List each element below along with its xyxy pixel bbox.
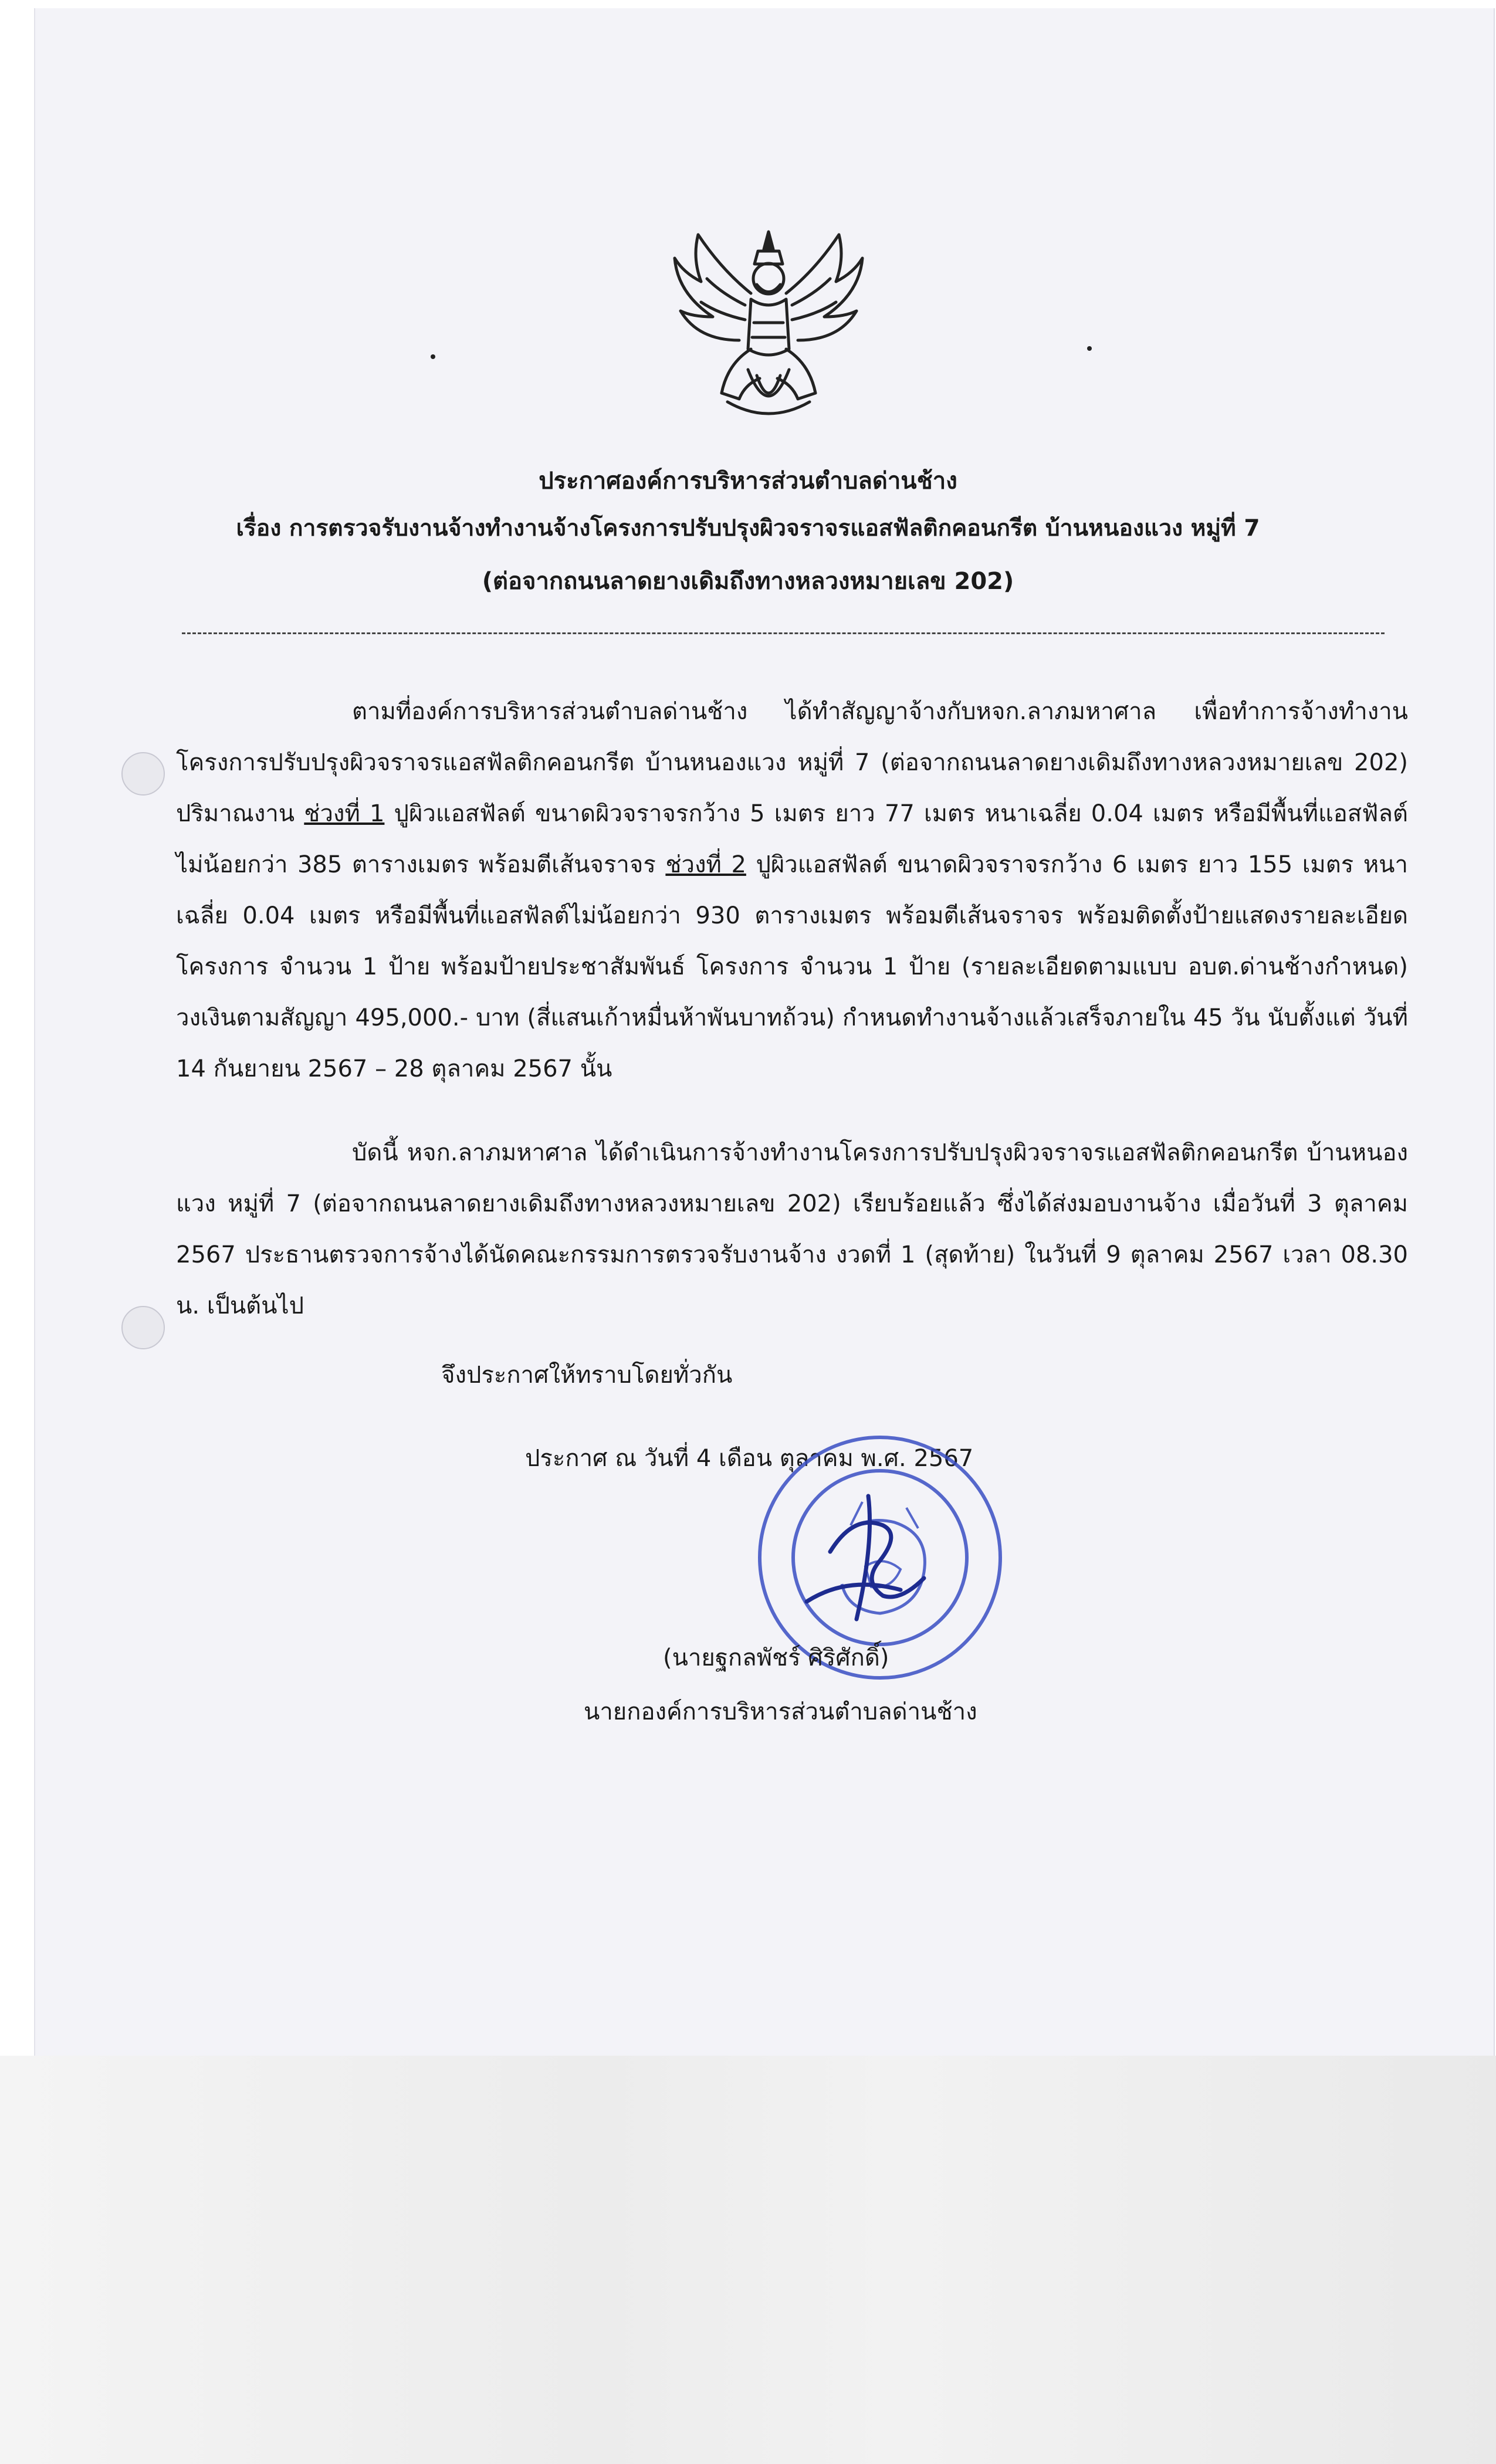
- p1-section-2-label: ช่วงที่ 2: [665, 851, 746, 878]
- announcement-date: ประกาศ ณ วันที่ 4 เดือน ตุลาคม พ.ศ. 2567: [525, 1445, 974, 1472]
- p2-text: บัดนี้ หจก.ลาภมหาศาล ได้ดำเนินการจ้างทำงานโครงการปรับปรุงผิวจราจรแอสฟัลติกคอนกรีต บ้านหนองแวง หมู่ที่ 7 (ต่อจากถนนลาดยางเดิมถึงทางหลวงหมายเลข 202) เรียบร้อยแล้ว ซึ่งได้ส่งมอบงานจ้าง เมื่อวันที่ 3 ตุลาคม 2567 ประธานตรวจการจ้างได้นัดคณะกรรมการตรวจรับงานจ้าง งวดที่ 1 (สุดท้าย) ในวันที่ 9 ตุลาคม 2567 เวลา 08.30 น. เป็นต้นไป: [176, 1139, 1408, 1319]
- p1-section-1-label: ช่วงที่ 1: [304, 800, 385, 827]
- closing-statement: จึงประกาศให้ทราบโดยทั่วกัน: [441, 1362, 733, 1389]
- p1-text-a: ตามที่องค์การบริหารส่วนตำบลด่านช้าง ได้ทำสัญญาจ้างกับหจก.ลาภมหาศาล เพื่อทำการจ้างทำงาน โครงการปรับปรุงผิวจราจรแอสฟัลติกคอนกรีต บ้านหนองแวง หมู่ที่ 7 (ต่อจากถนนลาดยางเดิมถึงทางหลวงหมายเลข 202) ปริมาณงาน: [176, 698, 1408, 827]
- scan-dot-right: [1087, 346, 1092, 351]
- punch-hole-top: [121, 752, 165, 796]
- p1-text-b: ปูผิวแอสฟัลต์ ขนาดผิวจราจรกว้าง 5 เมตร ยาว 77 เมตร หนาเฉลี่ย 0.04 เมตร หรือมีพื้นที่แอสฟัลต์ไม่น้อยกว่า 385 ตารางเมตร พร้อมตีเส้นจราจร: [176, 800, 1408, 878]
- scan-dot-left: [431, 354, 435, 359]
- punch-hole-bottom: [121, 1306, 165, 1349]
- garuda-emblem: [657, 223, 880, 428]
- p1-text-c: ปูผิวแอสฟัลต์ ขนาดผิวจราจรกว้าง 6 เมตร ยาว 155 เมตร หนาเฉลี่ย 0.04 เมตร หรือมีพื้นที่แอสฟัลต์ไม่น้อยกว่า 930 ตารางเมตร พร้อมตีเส้นจราจร พร้อมติดตั้งป้ายแสดงรายละเอียดโครงการ จำนวน 1 ป้าย พร้อมป้ายประชาสัมพันธ์ โครงการ จำนวน 1 ป้าย (รายละเอียดตามแบบ อบต.ด่านช้างกำหนด) วงเงินตามสัญญา 495,000.- บาท (สี่แสนเก้าหมื่นห้าพันบาทถ้วน) กำหนดทำงานจ้างแล้วเสร็จภายใน 45 วัน นับตั้งแต่ วันที่ 14 กันยายน 2567 – 28 ตุลาคม 2567 นั้น: [176, 851, 1408, 1082]
- signer-name: (นายฐกลพัชร์ ศิริศักดิ์): [663, 1644, 889, 1671]
- signer-title: นายกองค์การบริหารส่วนตำบลด่านช้าง: [584, 1698, 977, 1725]
- document-title: ประกาศองค์การบริหารส่วนตำบลด่านช้าง: [539, 468, 957, 495]
- document-subject-continued: (ต่อจากถนนลาดยางเดิมถึงทางหลวงหมายเลข 202): [482, 568, 1014, 595]
- header-divider: [182, 632, 1385, 634]
- document-subject: เรื่อง การตรวจรับงานจ้างทำงานจ้างโครงการปรับปรุงผิวจราจรแอสฟัลติกคอนกรีต บ้านหนองแวง หมู่ที่ 7: [236, 515, 1260, 541]
- paragraph-inspection: [176, 1128, 1408, 1332]
- paragraph-announcement: [176, 686, 1408, 1095]
- scan-background: [0, 2056, 1496, 2464]
